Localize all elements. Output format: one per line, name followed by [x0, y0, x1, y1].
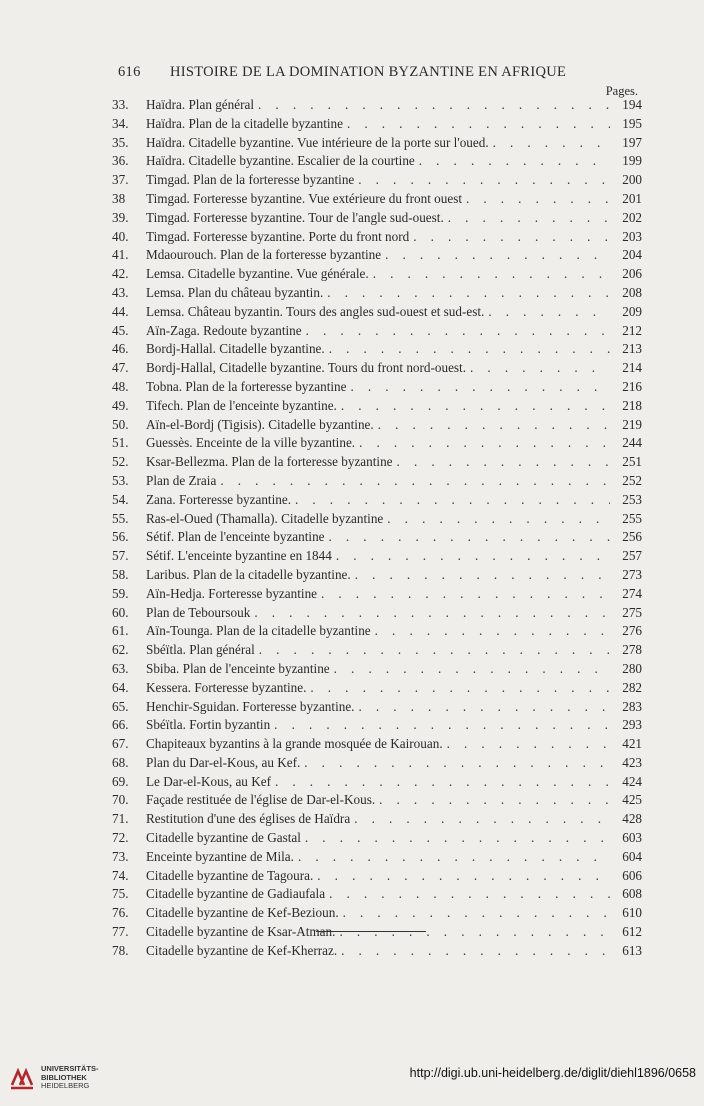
figure-page-number: 213: [622, 341, 642, 357]
figure-page-number: 216: [622, 378, 642, 394]
dot-leader: [298, 848, 610, 867]
figure-number: 37.: [112, 172, 129, 188]
figure-caption: Haïdra. Citadelle byzantine. Vue intérieure de la porte sur l'oued.: [146, 134, 489, 150]
list-item: [112, 679, 642, 698]
dot-leader: [355, 566, 610, 585]
figure-caption: Aïn-Hedja. Forteresse byzantine: [146, 585, 318, 601]
list-item: [112, 773, 642, 792]
list-item: [112, 115, 642, 134]
figure-number: 33.: [112, 97, 129, 112]
library-name-line2: BIBLIOTHEK: [41, 1072, 87, 1082]
figure-caption: Restitution d'une des églises de Haïdra: [146, 811, 351, 827]
figure-caption: Façade restituée de l'église de Dar-el-Kous.: [146, 792, 376, 808]
list-item: [112, 716, 642, 735]
list-item: [112, 228, 642, 247]
figure-page-number: 194: [622, 97, 642, 112]
dot-leader: [254, 604, 610, 623]
figure-number: 78.: [112, 942, 129, 958]
figure-caption: Citadelle byzantine de Tagoura.: [146, 867, 314, 883]
figure-number: 52.: [112, 454, 129, 470]
dot-leader: [343, 904, 610, 923]
figure-page-number: 421: [622, 736, 642, 752]
figure-page-number: 423: [622, 754, 642, 770]
figure-page-number: 218: [622, 397, 642, 413]
figure-caption: Timgad. Forteresse byzantine. Porte du front nord: [146, 228, 410, 244]
figure-number: 77.: [112, 924, 129, 940]
figure-page-number: 257: [622, 548, 642, 564]
figure-caption: Aïn-el-Bordj (Tigisis). Citadelle byzantine.: [146, 416, 374, 432]
dot-leader: [304, 754, 610, 773]
figure-number: 67.: [112, 736, 129, 752]
figure-number: 42.: [112, 266, 129, 282]
figure-number: 35.: [112, 134, 129, 150]
figure-caption: Bordj-Hallal. Citadelle byzantine.: [146, 341, 325, 357]
dot-leader: [259, 641, 610, 660]
figure-page-number: 293: [622, 717, 642, 733]
list-item: [112, 340, 642, 359]
figure-caption: Haïdra. Plan de la citadelle byzantine: [146, 115, 343, 131]
figure-caption: Kessera. Forteresse byzantine.: [146, 679, 307, 695]
figure-page-number: 252: [622, 472, 642, 488]
figure-page-number: 428: [622, 811, 642, 827]
list-item: [112, 735, 642, 754]
figure-page-number: 612: [622, 924, 642, 940]
dot-leader: [419, 152, 610, 171]
list-item: [112, 265, 642, 284]
figure-number: 56.: [112, 529, 129, 545]
running-title: HISTOIRE DE LA DOMINATION BYZANTINE EN AFRIQUE: [170, 64, 567, 80]
figure-caption: Sbéïtla. Plan général: [146, 642, 255, 658]
figure-number: 65.: [112, 698, 129, 714]
figure-number: 46.: [112, 341, 129, 357]
figure-page-number: 202: [622, 209, 642, 225]
list-item: [112, 904, 642, 923]
figure-page-number: 274: [622, 585, 642, 601]
figure-caption: Bordj-Hallal, Citadelle byzantine. Tours du front nord-ouest.: [146, 360, 467, 376]
source-url-link[interactable]: http://digi.ub.uni-heidelberg.de/diglit/diehl1896/0658: [409, 1066, 696, 1080]
figure-page-number: 424: [622, 773, 642, 789]
figure-number: 43.: [112, 284, 129, 300]
figure-number: 45.: [112, 322, 129, 338]
figure-caption: Mdaourouch. Plan de la forteresse byzantine: [146, 247, 382, 263]
figure-page-number: 276: [622, 623, 642, 639]
dot-leader: [347, 115, 610, 134]
figure-page-number: 278: [622, 642, 642, 658]
figure-number: 44.: [112, 303, 129, 319]
figure-caption: Chapiteaux byzantins à la grande mosquée de Kairouan.: [146, 736, 443, 752]
figure-caption: Tifech. Plan de l'enceinte byzantine.: [146, 397, 337, 413]
figure-page-number: 425: [622, 792, 642, 808]
figure-number: 49.: [112, 397, 129, 413]
figure-caption: Lemsa. Plan du château byzantin.: [146, 284, 324, 300]
dot-leader: [341, 397, 610, 416]
figure-caption: Aïn-Tounga. Plan de la citadelle byzantine: [146, 623, 371, 639]
list-item: [112, 829, 642, 848]
figure-number: 76.: [112, 905, 129, 921]
dot-leader: [329, 885, 610, 904]
figure-page-number: 209: [622, 303, 642, 319]
figure-caption: Sétif. L'enceinte byzantine en 1844: [146, 548, 332, 564]
figure-list: [112, 96, 642, 961]
figure-caption: Haïdra. Plan général: [146, 97, 255, 112]
library-name-line3: HEIDELBERG: [41, 1081, 90, 1091]
figure-page-number: 219: [622, 416, 642, 432]
figure-page-number: 255: [622, 510, 642, 526]
dot-leader: [310, 679, 610, 698]
figure-page-number: 206: [622, 266, 642, 282]
list-item: [112, 397, 642, 416]
figure-number: 68.: [112, 754, 129, 770]
list-item: [112, 660, 642, 679]
figure-number: 51.: [112, 435, 129, 451]
figure-caption: Timgad. Forteresse byzantine. Vue extérieure du front ouest: [146, 190, 462, 206]
dot-leader: [339, 923, 610, 942]
dot-leader: [413, 228, 610, 247]
list-item: [112, 810, 642, 829]
figure-page-number: 610: [622, 905, 642, 921]
list-item: [112, 641, 642, 660]
dot-leader: [358, 698, 610, 717]
dot-leader: [295, 491, 610, 510]
dot-leader: [327, 284, 610, 303]
dot-leader: [334, 660, 610, 679]
figure-page-number: 283: [622, 698, 642, 714]
figure-page-number: 606: [622, 867, 642, 883]
list-item: [112, 566, 642, 585]
list-item: [112, 378, 642, 397]
list-item: [112, 246, 642, 265]
dot-leader: [373, 265, 610, 284]
dot-leader: [305, 829, 610, 848]
figure-page-number: 613: [622, 942, 642, 958]
list-item: [112, 303, 642, 322]
figure-caption: Sétif. Plan de l'enceinte byzantine: [146, 529, 325, 545]
figure-number: 64.: [112, 679, 129, 695]
figure-number: 55.: [112, 510, 129, 526]
figure-caption: Lemsa. Citadelle byzantine. Vue générale.: [146, 266, 369, 282]
figure-page-number: 275: [622, 604, 642, 620]
figure-page-number: 603: [622, 830, 642, 846]
figure-caption: Citadelle byzantine de Gadiaufala: [146, 886, 326, 902]
list-item: [112, 867, 642, 886]
dot-leader: [317, 867, 610, 886]
dot-leader: [470, 359, 610, 378]
figure-number: 69.: [112, 773, 129, 789]
figure-caption: Guessès. Enceinte de la ville byzantine.: [146, 435, 356, 451]
list-item: [112, 510, 642, 529]
list-item: [112, 491, 642, 510]
figure-caption: Citadelle byzantine de Ksar-Atman.: [146, 924, 336, 940]
figure-number: 58.: [112, 566, 129, 582]
figure-number: 63.: [112, 660, 129, 676]
list-item: [112, 453, 642, 472]
list-item: [112, 528, 642, 547]
list-item: [112, 622, 642, 641]
figure-page-number: 273: [622, 566, 642, 582]
dot-leader: [359, 434, 610, 453]
figure-page-number: 256: [622, 529, 642, 545]
list-item: [112, 171, 642, 190]
figure-number: 73.: [112, 848, 129, 864]
list-item: [112, 698, 642, 717]
figure-caption: Henchir-Sguidan. Forteresse byzantine.: [146, 698, 355, 714]
figure-page-number: 204: [622, 247, 642, 263]
dot-leader: [321, 585, 610, 604]
figure-caption: Timgad. Forteresse byzantine. Tour de l'angle sud-ouest.: [146, 209, 444, 225]
figure-page-number: 280: [622, 660, 642, 676]
figure-caption: Plan de Teboursouk: [146, 604, 251, 620]
figure-number: 47.: [112, 360, 129, 376]
figure-caption: Plan de Zraia: [146, 472, 217, 488]
dot-leader: [275, 773, 610, 792]
figure-number: 72.: [112, 830, 129, 846]
dot-leader: [341, 942, 610, 961]
figure-page-number: 244: [622, 435, 642, 451]
library-logo[interactable]: [9, 1065, 99, 1091]
figure-number: 38: [112, 190, 126, 206]
dot-leader: [329, 340, 610, 359]
end-rule: [316, 931, 426, 932]
dot-leader: [375, 622, 610, 641]
figure-number: 70.: [112, 792, 129, 808]
figure-number: 71.: [112, 811, 129, 827]
dot-leader: [350, 378, 610, 397]
dot-leader: [397, 453, 610, 472]
figure-page-number: 214: [622, 360, 642, 376]
library-name-line1: UNIVERSITÄTS-: [41, 1064, 99, 1074]
list-item: [112, 923, 642, 942]
figure-caption: Aïn-Zaga. Redoute byzantine: [146, 322, 302, 338]
figure-number: 39.: [112, 209, 129, 225]
list-item: [112, 604, 642, 623]
dot-leader: [258, 96, 610, 115]
figure-number: 34.: [112, 115, 129, 131]
list-item: [112, 754, 642, 773]
list-item: [112, 472, 642, 491]
figure-page-number: 282: [622, 679, 642, 695]
figure-page-number: 608: [622, 886, 642, 902]
dot-leader: [336, 547, 610, 566]
dot-leader: [448, 209, 610, 228]
figure-page-number: 253: [622, 491, 642, 507]
figure-number: 54.: [112, 491, 129, 507]
list-item: [112, 209, 642, 228]
library-emblem-icon: [9, 1065, 35, 1091]
dot-leader: [447, 735, 610, 754]
list-item: [112, 359, 642, 378]
figure-caption: Timgad. Plan de la forteresse byzantine: [146, 172, 355, 188]
figure-number: 50.: [112, 416, 129, 432]
dot-leader: [379, 791, 610, 810]
dot-leader: [378, 416, 610, 435]
list-item: [112, 791, 642, 810]
figure-number: 40.: [112, 228, 129, 244]
figure-caption: Zana. Forteresse byzantine.: [146, 491, 292, 507]
figure-caption: Plan du Dar-el-Kous, au Kef.: [146, 754, 301, 770]
figure-caption: Haïdra. Citadelle byzantine. Escalier de la courtine: [146, 153, 415, 169]
dot-leader: [329, 528, 610, 547]
list-item: [112, 190, 642, 209]
list-item: [112, 585, 642, 604]
figure-caption: Tobna. Plan de la forteresse byzantine: [146, 378, 347, 394]
list-item: [112, 885, 642, 904]
figure-number: 61.: [112, 623, 129, 639]
dot-leader: [358, 171, 610, 190]
figure-caption: Le Dar-el-Kous, au Kef: [146, 773, 271, 789]
figure-caption: Enceinte byzantine de Mila.: [146, 848, 294, 864]
figure-page-number: 199: [622, 153, 642, 169]
figure-number: 66.: [112, 717, 129, 733]
figure-page-number: 251: [622, 454, 642, 470]
dot-leader: [354, 810, 610, 829]
list-item: [112, 942, 642, 961]
figure-caption: Sbéïtla. Fortin byzantin: [146, 717, 271, 733]
figure-number: 41.: [112, 247, 129, 263]
list-item: [112, 547, 642, 566]
figure-caption: Laribus. Plan de la citadelle byzantine.: [146, 566, 351, 582]
figure-caption: Citadelle byzantine de Kef-Kherraz.: [146, 942, 338, 958]
figure-number: 60.: [112, 604, 129, 620]
dot-leader: [385, 246, 610, 265]
dot-leader: [306, 322, 610, 341]
figure-page-number: 201: [622, 190, 642, 206]
dot-leader: [387, 510, 610, 529]
figure-caption: Ksar-Bellezma. Plan de la forteresse byzantine: [146, 454, 393, 470]
figure-page-number: 197: [622, 134, 642, 150]
figure-caption: Citadelle byzantine de Kef-Bezioun.: [146, 905, 339, 921]
figure-page-number: 208: [622, 284, 642, 300]
list-item: [112, 322, 642, 341]
dot-leader: [220, 472, 610, 491]
dot-leader: [493, 134, 610, 153]
list-item: [112, 416, 642, 435]
figure-page-number: 212: [622, 322, 642, 338]
list-item: [112, 96, 642, 115]
pages-column-label: Pages.: [605, 84, 638, 98]
page-number: 616: [118, 64, 141, 80]
library-name: [41, 1065, 99, 1091]
figure-caption: Lemsa. Château byzantin. Tours des angles sud-ouest et sud-est.: [146, 303, 485, 319]
list-item: [112, 848, 642, 867]
figure-page-number: 195: [622, 115, 642, 131]
figure-caption: Sbiba. Plan de l'enceinte byzantine: [146, 660, 330, 676]
figure-page-number: 604: [622, 848, 642, 864]
figure-number: 74.: [112, 867, 129, 883]
dot-leader: [488, 303, 610, 322]
figure-number: 62.: [112, 642, 129, 658]
figure-caption: Ras-el-Oued (Thamalla). Citadelle byzantine: [146, 510, 384, 526]
list-item: [112, 284, 642, 303]
list-item: [112, 152, 642, 171]
figure-page-number: 200: [622, 172, 642, 188]
dot-leader: [466, 190, 610, 209]
figure-number: 48.: [112, 378, 129, 394]
list-item: [112, 434, 642, 453]
figure-page-number: 203: [622, 228, 642, 244]
figure-number: 75.: [112, 886, 129, 902]
figure-number: 59.: [112, 585, 129, 601]
figure-caption: Citadelle byzantine de Gastal: [146, 830, 301, 846]
figure-number: 57.: [112, 548, 129, 564]
list-item: [112, 134, 642, 153]
figure-number: 53.: [112, 472, 129, 488]
dot-leader: [274, 716, 610, 735]
figure-number: 36.: [112, 153, 129, 169]
